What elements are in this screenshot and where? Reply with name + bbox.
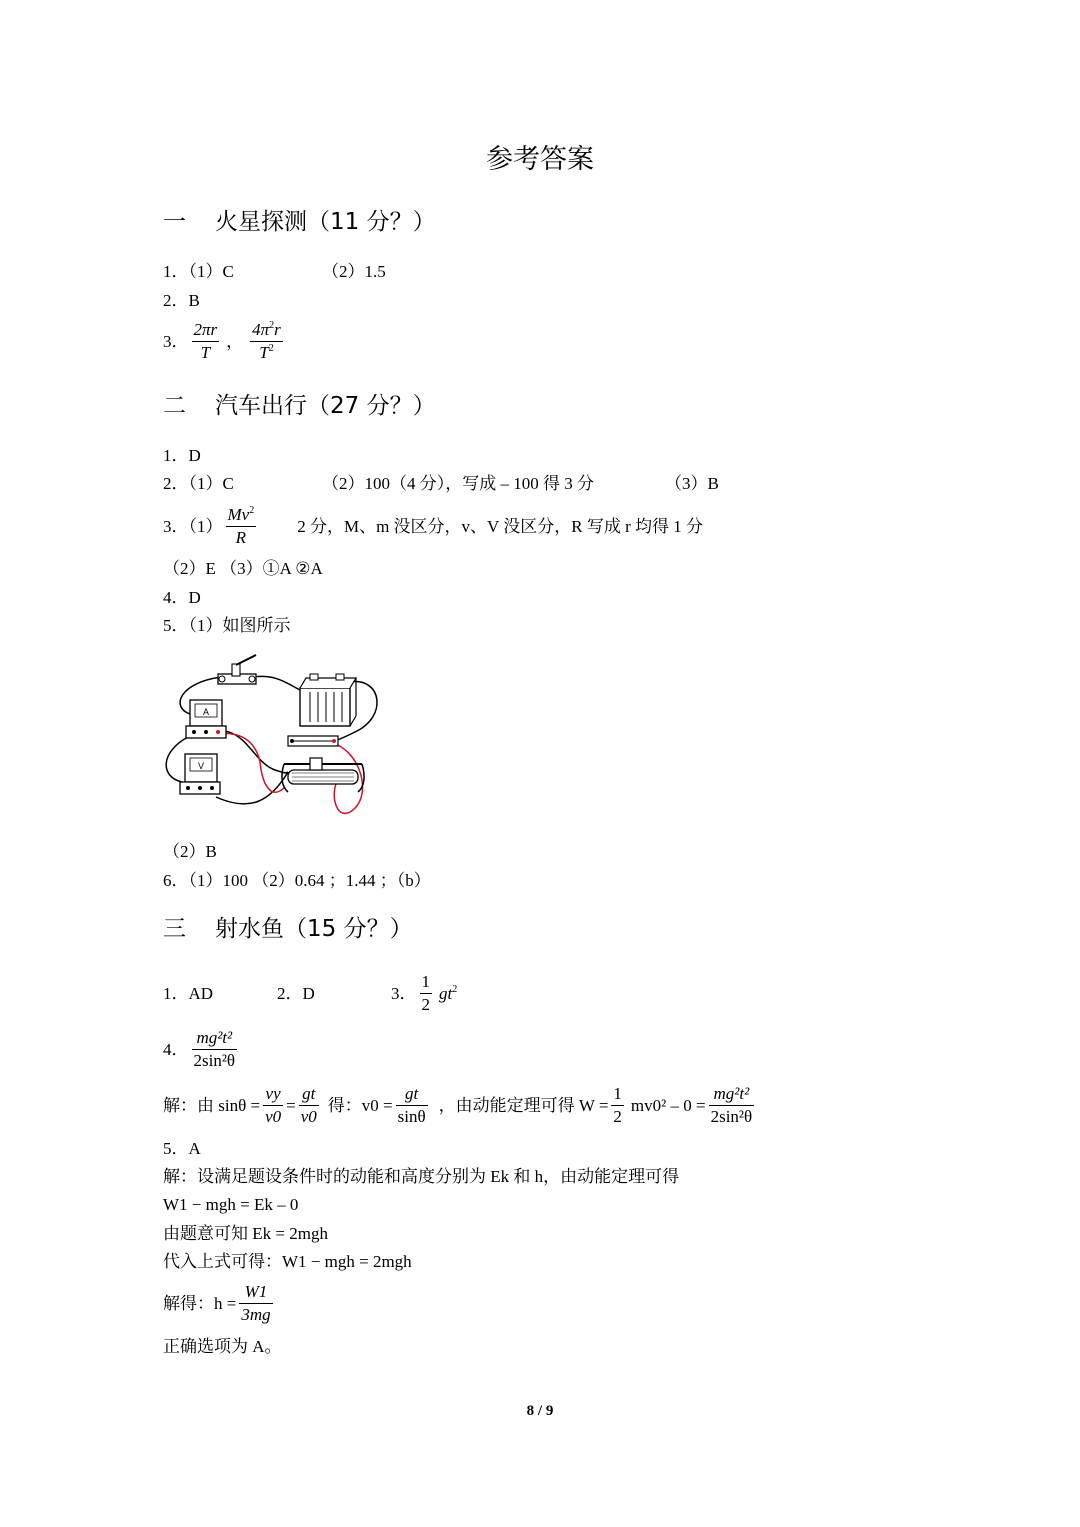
section-heading-1 — [163, 211, 436, 234]
answer-2-3-line2: （2）E （3）①A ②A — [163, 559, 323, 578]
fraction-2pir-over-t — [192, 320, 220, 362]
fraction-gt-over-v0 — [299, 1084, 319, 1126]
section-heading-2 — [163, 395, 436, 418]
answer-prefix: 4． — [163, 1039, 189, 1059]
solution-line-1: 解：设满足题设条件时的动能和高度分别为 Ek 和 h，由动能定理可得 — [163, 1167, 680, 1186]
fraction-denominator-sup: 2 — [268, 342, 274, 354]
section-heading-3 — [163, 918, 413, 941]
answer-2-5-2: （2）B — [163, 842, 217, 861]
fraction-one-half — [420, 972, 433, 1014]
section-number: 三 — [163, 916, 186, 942]
fraction-numerator-sup: 2 — [269, 320, 275, 331]
answer-2-1: 1．D — [163, 446, 201, 465]
battery — [300, 674, 356, 726]
fraction-numerator: W1 — [244, 1282, 268, 1301]
solution-text: 得：v0 = — [327, 1095, 393, 1115]
fraction-numerator: vy — [265, 1084, 281, 1103]
answer-prefix: 3． — [391, 983, 417, 1003]
answer-3-5: 5．A — [163, 1139, 201, 1158]
voltmeter — [180, 754, 220, 794]
fraction-numerator: mg²t² — [196, 1028, 233, 1047]
solution-line-6: 正确选项为 A。 — [163, 1337, 282, 1356]
fraction-denominator: v0 — [300, 1106, 317, 1126]
fraction-numerator-b: r — [274, 320, 281, 339]
section-title: 火星探测（11 分？） — [215, 209, 436, 235]
equals: = — [286, 1095, 296, 1115]
fraction-denominator: sinθ — [397, 1106, 426, 1126]
ammeter — [186, 700, 226, 738]
scoring-note: 2 分，M、m 没区分，v、V 没区分，R 写成 r 均得 1 分 — [297, 516, 704, 536]
answer-2-5: 5．（1）如图所示 — [163, 616, 291, 635]
fraction-numerator: 1 — [611, 1084, 624, 1106]
solution-text: 解得：h = — [163, 1293, 237, 1313]
answer-2-2c: （3）B — [665, 474, 719, 493]
answer-2-6: 6．（1）100 （2）0.64 ；1.44 ；（b） — [163, 871, 431, 890]
fraction-w1-over-3mg — [239, 1282, 272, 1324]
fraction-4pi2r-over-t2 — [250, 320, 283, 362]
fixed-resistor — [288, 736, 338, 746]
wire — [216, 772, 288, 804]
solution-line-5 — [163, 1282, 276, 1324]
answer-3-2: 2．D — [277, 984, 315, 1003]
fraction-numerator: gt — [404, 1084, 419, 1103]
answer-prefix: 3． — [163, 331, 189, 351]
solution-line-2: W1 − mgh = Ek – 0 — [163, 1195, 299, 1214]
fraction-numerator: 1 — [420, 972, 433, 994]
fraction-denominator: 2 — [421, 994, 430, 1014]
rheostat — [282, 758, 364, 792]
circuit-diagram — [160, 652, 390, 822]
answer-1-1: 1．（1）C — [163, 262, 234, 281]
separator: ， — [226, 331, 244, 351]
solution-3-4 — [163, 1084, 757, 1126]
answer-3-1: 1．AD — [163, 984, 214, 1003]
fraction-numerator: Mv — [227, 505, 250, 524]
section-number: 一 — [163, 209, 186, 235]
fraction-mv2-over-r — [226, 505, 257, 547]
fraction-work-result — [709, 1084, 755, 1126]
answer-1-2: 2．B — [163, 291, 200, 310]
answer-2-2b: （2）100（4 分），写成 – 100 得 3 分 — [322, 474, 594, 493]
answer-3-3 — [391, 972, 457, 1014]
wire — [252, 676, 300, 690]
fraction-gt-over-sin — [396, 1084, 428, 1126]
answer-3-4 — [163, 1028, 240, 1070]
solution-text: 解：由 sinθ = — [163, 1095, 261, 1115]
fraction-one-half — [611, 1084, 624, 1126]
section-title: 射水鱼（15 分？） — [215, 916, 413, 942]
fraction-numerator-sup: 2 — [249, 505, 255, 516]
fraction-numerator-a: 4π — [252, 320, 270, 339]
fraction-denominator: T — [259, 342, 269, 362]
fraction-denominator: R — [235, 527, 247, 547]
fraction-denominator: 2 — [613, 1106, 622, 1126]
page-number: 8 / 9 — [526, 1403, 554, 1419]
section-number: 二 — [163, 393, 186, 419]
answer-prefix: 3．（1） — [163, 516, 223, 536]
fraction-denominator: 2sin²θ — [193, 1050, 236, 1070]
fraction-denominator: T — [200, 342, 211, 362]
answer-2-4: 4．D — [163, 588, 201, 607]
answer-2-2a: 2．（1）C — [163, 474, 234, 493]
answer-1-3 — [163, 320, 286, 362]
solution-text: ，由动能定理可得 W = — [438, 1095, 609, 1115]
fraction-numerator: 2πr — [193, 320, 218, 339]
section-title: 汽车出行（27 分？） — [215, 393, 436, 419]
solution-line-4: 代入上式可得：W1 − mgh = 2mgh — [163, 1252, 412, 1271]
fraction-numerator: gt — [302, 1084, 316, 1103]
answer-2-3 — [163, 505, 703, 547]
fraction-answer-4 — [192, 1028, 238, 1070]
fraction-denominator: 2sin²θ — [710, 1106, 753, 1126]
fraction-denominator: 3mg — [241, 1304, 271, 1324]
page-title: 参考答案 — [486, 144, 594, 175]
red-wire — [218, 734, 285, 793]
expression-sup: 2 — [452, 983, 458, 995]
switch — [218, 655, 256, 684]
solution-text: mv0² – 0 = — [630, 1095, 706, 1115]
expression: gt — [439, 983, 453, 1003]
voltmeter-label: V — [197, 761, 205, 771]
solution-line-3: 由题意可知 Ek = 2mgh — [163, 1224, 328, 1243]
fraction-denominator: v0 — [265, 1106, 282, 1126]
fraction-numerator: mg²t² — [713, 1084, 750, 1103]
ammeter-label: A — [202, 707, 210, 717]
fraction-vy-over-v0 — [263, 1084, 283, 1126]
answer-1-1b: （2）1.5 — [322, 262, 386, 281]
